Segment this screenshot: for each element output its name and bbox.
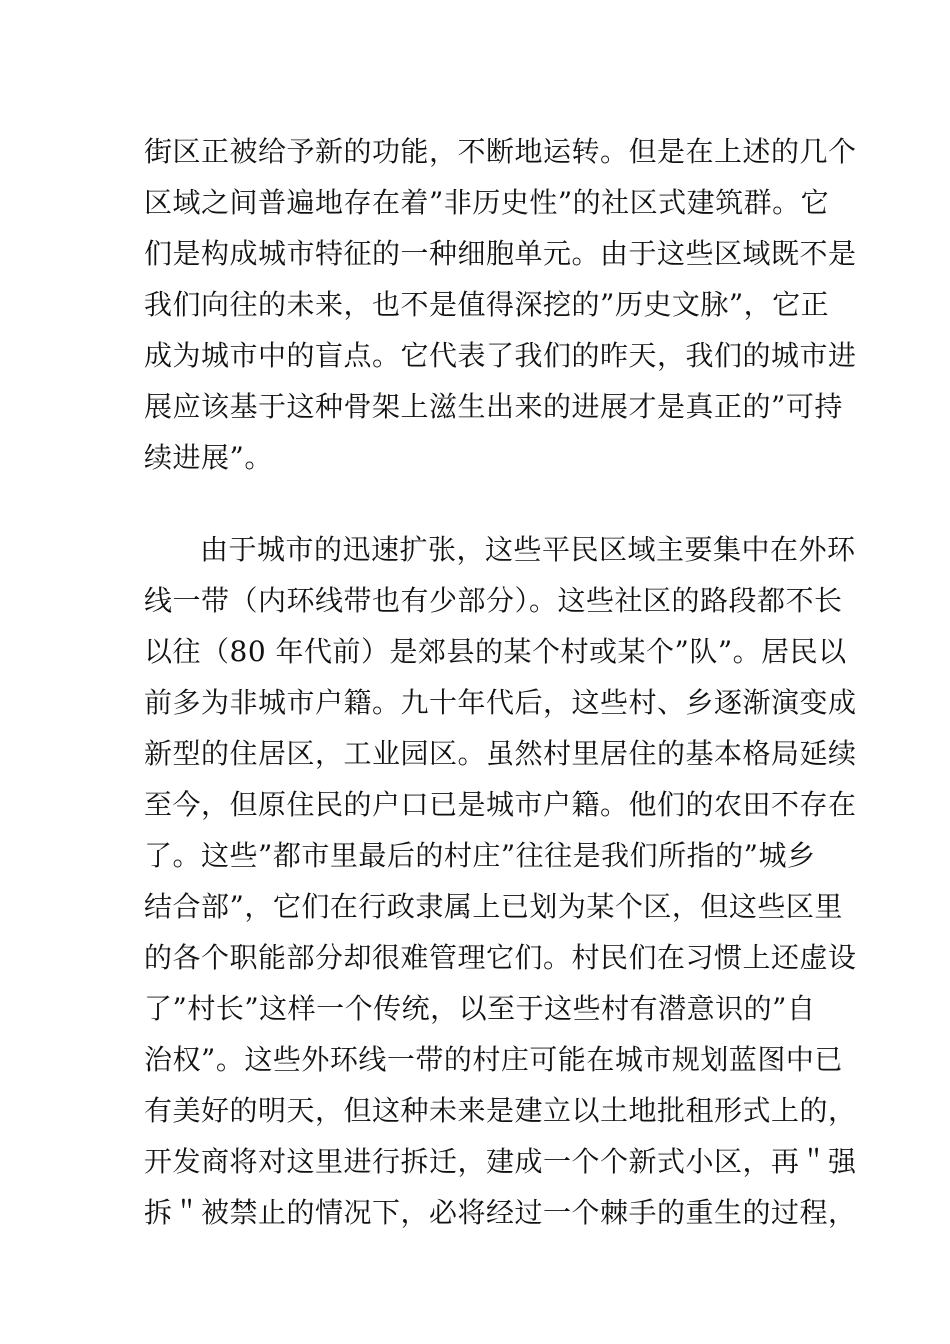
paragraph-1 (144, 126, 857, 483)
paragraph-line: 拆＂被禁止的情况下，必将经过一个棘手的重生的过程， (144, 1196, 857, 1229)
paragraph-line: 以往（80 年代前）是郊县的某个村或某个”队”。居民以 (144, 635, 847, 668)
paragraph-line: 至今，但原住民的户口已是城市户籍。他们的农田不存在 (144, 788, 857, 821)
paragraph-line: 成为城市中的盲点。它代表了我们的昨天，我们的城市进 (144, 339, 857, 372)
paragraph-line: 我们向往的未来，也不是值得深挖的”历史文脉”，它正 (144, 288, 830, 321)
paragraph-line: 前多为非城市户籍。九十年代后，这些村、乡逐渐演变成 (144, 686, 857, 719)
paragraph-line: 有美好的明天，但这种未来是建立以土地批租形式上的， (144, 1094, 857, 1127)
paragraph-line: 的各个职能部分却很难管理它们。村民们在习惯上还虚设 (144, 941, 857, 974)
paragraph-line: 续进展”。 (144, 441, 273, 474)
paragraph-line: 区域之间普遍地存在着”非历史性”的社区式建筑群。它 (144, 186, 830, 219)
paragraph-line: 街区正被给予新的功能，不断地运转。但是在上述的几个 (144, 135, 857, 168)
paragraph-line: 结合部”，它们在行政隶属上已划为某个区，但这些区里 (144, 890, 843, 923)
paragraph-line: 开发商将对这里进行拆迁，建成一个个新式小区，再＂强 (144, 1145, 857, 1178)
paragraph-line: 新型的住居区，工业园区。虽然村里居住的基本格局延续 (144, 737, 857, 770)
paragraph-line: 了”村长”这样一个传统，以至于这些村有潜意识的”自 (144, 992, 816, 1025)
paragraph-2 (144, 524, 857, 1238)
paragraph-line: 了。这些”都市里最后的村庄”往往是我们所指的”城乡 (144, 839, 816, 872)
paragraph-line: 线一带（内环线带也有少部分）。这些社区的路段都不长 (144, 584, 843, 617)
paragraph-line: 们是构成城市特征的一种细胞单元。由于这些区域既不是 (144, 237, 857, 270)
paragraph-line: 由于城市的迅速扩张，这些平民区域主要集中在外环 (200, 533, 856, 566)
paragraph-line: 展应该基于这种骨架上滋生出来的进展才是真正的”可持 (144, 390, 843, 423)
paragraph-line: 治权”。这些外环线一带的村庄可能在城市规划蓝图中已 (144, 1043, 843, 1076)
